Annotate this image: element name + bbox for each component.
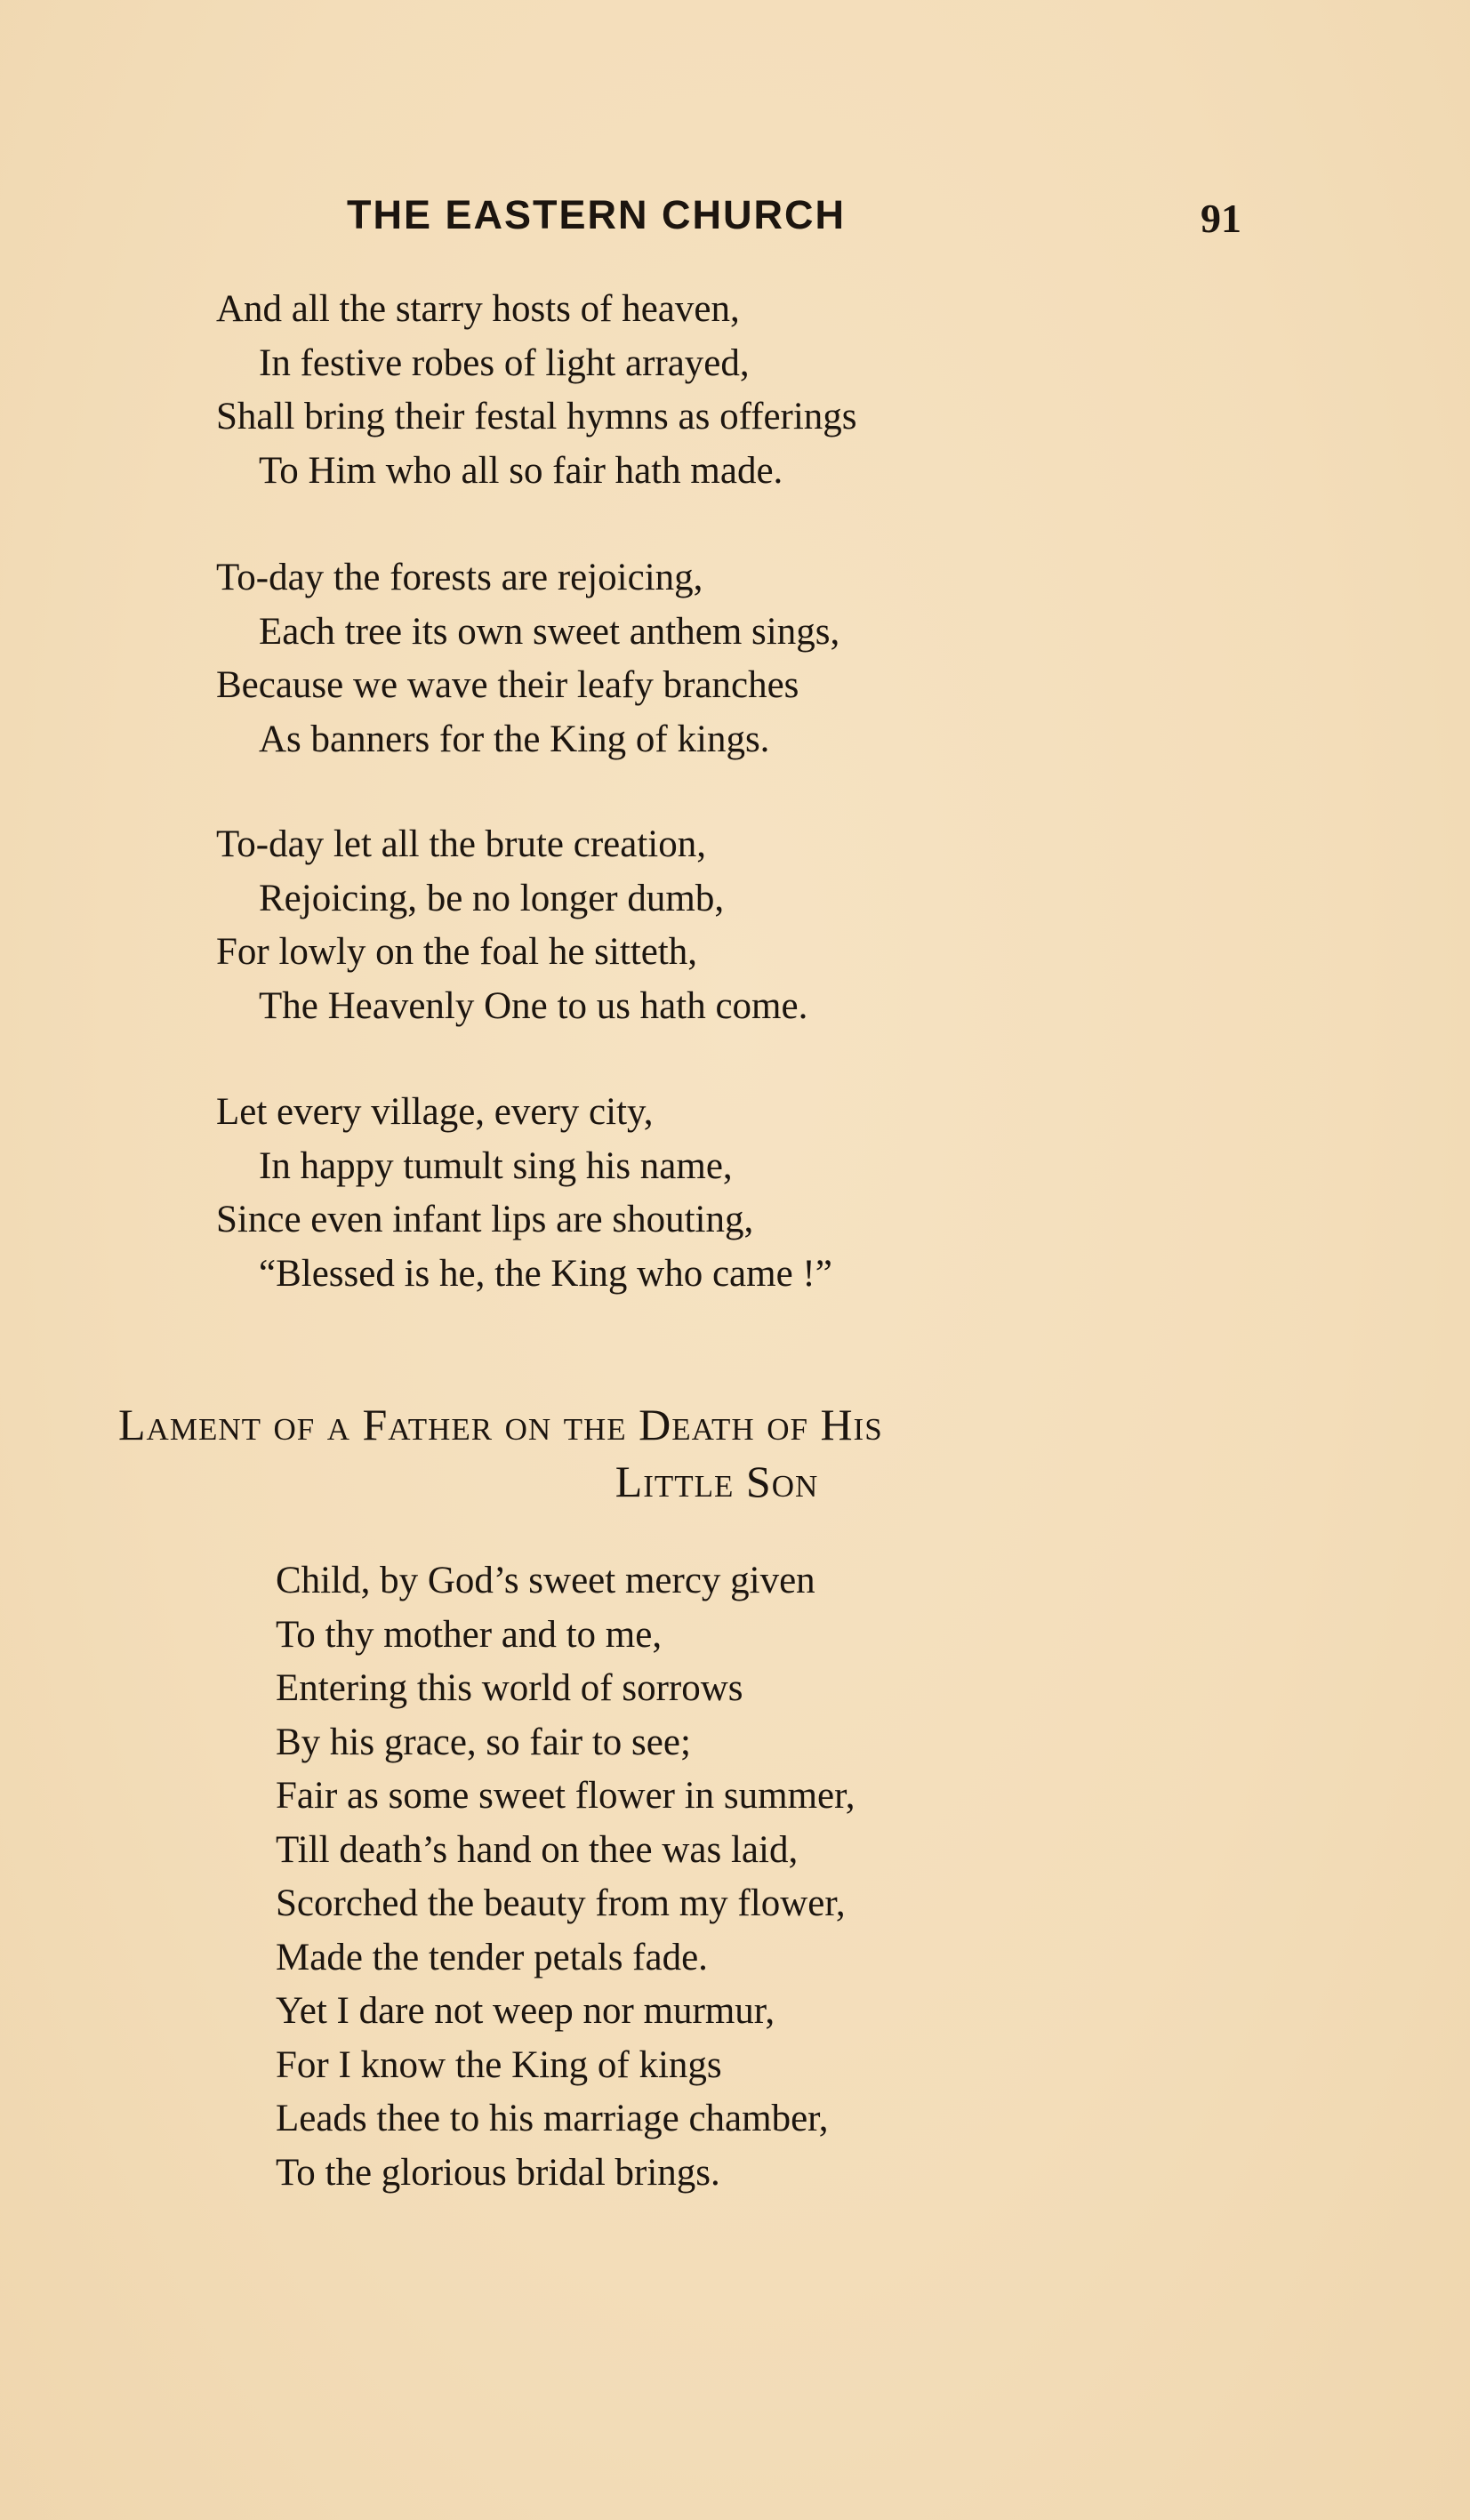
poem-title-line-2: Little Son — [615, 1457, 819, 1506]
verse-line: The Heavenly One to us hath come. — [259, 984, 808, 1027]
verse-line: To thy mother and to me, — [276, 1613, 663, 1656]
verse-line: To-day the forests are rejoicing, — [216, 557, 703, 598]
stanza-1 — [216, 283, 1194, 498]
verse-line: Because we wave their leafy branches — [216, 664, 799, 706]
verse-line: As banners for the King of kings. — [259, 718, 770, 760]
verse-line: Since even infant lips are shouting, — [216, 1199, 754, 1240]
verse-line: And all the starry hosts of heaven, — [216, 288, 740, 330]
verse-line: Fair as some sweet flower in summer, — [276, 1775, 855, 1817]
verse-line: Let every village, every city, — [216, 1091, 654, 1133]
poem-title — [0, 1396, 1434, 1510]
verse-line: For lowly on the foal he sitteth, — [216, 931, 698, 973]
verse-line: For I know the King of kings — [276, 2043, 722, 2086]
stanza-4 — [216, 1086, 1194, 1301]
lament-poem-body — [276, 1554, 1254, 2200]
page-number: 91 — [1201, 196, 1241, 241]
verse-line: Scorched the beauty from my flower, — [276, 1882, 846, 1924]
running-title: THE EASTERN CHURCH — [347, 192, 847, 237]
verse-line: Rejoicing, be no longer dumb, — [259, 877, 725, 919]
verse-line: In festive robes of light arrayed, — [259, 341, 750, 384]
verse-line: To the glorious bridal brings. — [276, 2151, 720, 2194]
verse-line: To Him who all so fair hath made. — [259, 449, 783, 492]
verse-line: By his grace, so fair to see; — [276, 1721, 691, 1763]
verse-line: Leads thee to his marriage chamber, — [276, 2098, 829, 2139]
verse-line: To-day let all the brute creation, — [216, 823, 706, 865]
poem-title-line-1: Lament of a Father on the Death of His — [118, 1400, 883, 1449]
verse-line: Each tree its own sweet anthem sings, — [259, 610, 840, 653]
verse-line: Made the tender petals fade. — [276, 1936, 708, 1978]
verse-line: Shall bring their festal hymns as offerings — [216, 396, 857, 437]
verse-line: Till death’s hand on thee was laid, — [276, 1828, 799, 1871]
verse-line: Yet I dare not weep nor murmur, — [276, 1990, 775, 2032]
verse-line: In happy tumult sing his name, — [259, 1144, 733, 1187]
stanza-2 — [216, 551, 1194, 766]
verse-line: Child, by God’s sweet mercy given — [276, 1560, 815, 1601]
verse-line: “Blessed is he, the King who came !” — [259, 1252, 832, 1295]
verse-line: Entering this world of sorrows — [276, 1667, 743, 1709]
stanza-3 — [216, 818, 1194, 1033]
